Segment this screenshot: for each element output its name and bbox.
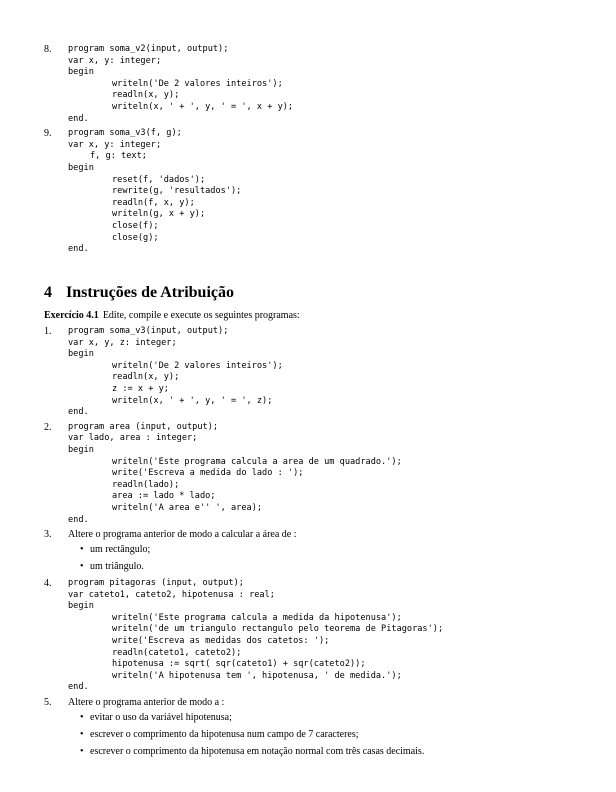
exercise-statement: [44, 310, 300, 321]
list-item: [44, 44, 294, 125]
section-title: Instruções de Atribuição: [66, 284, 234, 301]
bullet-item: • um rectângulo;: [68, 544, 443, 557]
code-line: readln(x, y);: [112, 372, 180, 383]
code-line: writeln('Este programa calcula a area de um quadrado.');: [112, 456, 402, 467]
exercise-items-top: [44, 44, 294, 259]
exercise-items-bottom: [44, 326, 444, 763]
list-item: [44, 697, 443, 759]
list-item: [44, 529, 443, 574]
code-line: writeln('A hipotenusa tem ', hipotenusa, ' de medida.');: [112, 670, 402, 681]
code-line: f, g: text;: [90, 151, 147, 162]
item-number: 4.: [44, 578, 52, 590]
code-line: readln(f, x, y);: [112, 197, 195, 208]
code-line: var x, y: integer;: [68, 55, 162, 66]
code-line: writeln('Este programa calcula a medida da hipotenusa');: [112, 612, 402, 623]
code-line: writeln('de um triangulo rectangulo pelo teorema de Pitagoras');: [112, 624, 444, 635]
item-number: 2.: [44, 421, 52, 433]
exercise-label: Exercício 4.1: [44, 310, 99, 321]
code-line: var lado, area : integer;: [68, 433, 198, 444]
code-line: program soma_v2(input, output);: [68, 44, 229, 54]
bullet-item: • um triângulo.: [68, 561, 443, 574]
code-line: var x, y, z: integer;: [68, 337, 177, 348]
code-line: writeln('A area e'' ', area);: [112, 502, 263, 513]
item-number: 9.: [44, 128, 52, 140]
code-line: close(f);: [112, 220, 159, 231]
code-line: write('Escreva as medidas dos catetos: ');: [112, 636, 330, 647]
code-line: reset(f, 'dados');: [112, 174, 206, 185]
code-line: begin: [68, 444, 94, 455]
code-line: readln(cateto1, cateto2);: [112, 647, 242, 658]
code-block: [68, 578, 443, 694]
code-line: begin: [68, 349, 94, 360]
code-line: writeln(x, ' + ', y, ' = ', x + y);: [112, 101, 294, 112]
code-line: area := lado * lado;: [112, 491, 216, 502]
code-line: readln(x, y);: [112, 90, 180, 101]
code-line: begin: [68, 67, 94, 78]
code-line: write('Escreva a medida do lado : ');: [112, 468, 304, 479]
list-item: [44, 421, 443, 526]
bullet-list: [68, 544, 443, 574]
item-text: Altere o programa anterior de modo a calcular a área de :: [68, 529, 297, 541]
code-line: begin: [68, 162, 94, 173]
code-line: var cateto1, cateto2, hipotenusa : real;: [68, 589, 275, 600]
code-line: writeln(g, x + y);: [112, 209, 206, 220]
code-line: program soma_v3(input, output);: [68, 326, 229, 336]
code-block: [68, 326, 443, 419]
code-line: var x, y: integer;: [68, 139, 162, 150]
item-text: Altere o programa anterior de modo a :: [68, 697, 225, 709]
code-line: close(g);: [112, 232, 159, 243]
code-line: writeln('De 2 valores inteiros');: [112, 78, 283, 89]
list-item: [44, 128, 293, 256]
code-line: program area (input, output);: [68, 421, 219, 432]
list-item: [44, 578, 444, 694]
code-line: writeln('De 2 valores inteiros');: [112, 360, 283, 371]
bullet-item: • evitar o uso da variável hipotenusa;: [68, 712, 443, 725]
item-number: 1.: [44, 326, 52, 337]
code-line: program pitagoras (input, output);: [68, 578, 244, 589]
code-line: z := x + y;: [112, 383, 169, 394]
code-block: [68, 44, 293, 125]
code-block: [68, 422, 443, 526]
item-number: 3.: [44, 529, 52, 541]
bullet-list: [68, 712, 443, 759]
bullet-item: • escrever o comprimento da hipotenusa num campo de 7 caracteres;: [68, 729, 443, 742]
code-block: [68, 128, 293, 256]
code-line: hipotenusa := sqrt( sqr(cateto1) + sqr(cateto2));: [112, 659, 366, 670]
code-line: program soma_v3(f, g);: [68, 128, 182, 139]
code-line: end.: [68, 682, 89, 693]
code-line: end.: [68, 113, 89, 124]
code-line: writeln(x, ' + ', y, ' = ', z);: [112, 395, 273, 406]
code-line: end.: [68, 244, 89, 255]
item-number: 8.: [44, 44, 52, 55]
code-line: end.: [68, 514, 89, 525]
code-line: end.: [68, 407, 89, 418]
item-number: 5.: [44, 697, 52, 709]
section-heading: [44, 284, 234, 302]
list-item: [44, 326, 443, 419]
code-line: begin: [68, 601, 94, 612]
code-line: readln(lado);: [112, 479, 180, 490]
section-number: 4: [44, 284, 52, 301]
bullet-item: • escrever o comprimento da hipotenusa em notação normal com três casas decimais.: [68, 746, 443, 759]
code-line: rewrite(g, 'resultados');: [112, 186, 242, 197]
exercise-text: Edite, compile e execute os seguintes programas:: [102, 310, 300, 321]
